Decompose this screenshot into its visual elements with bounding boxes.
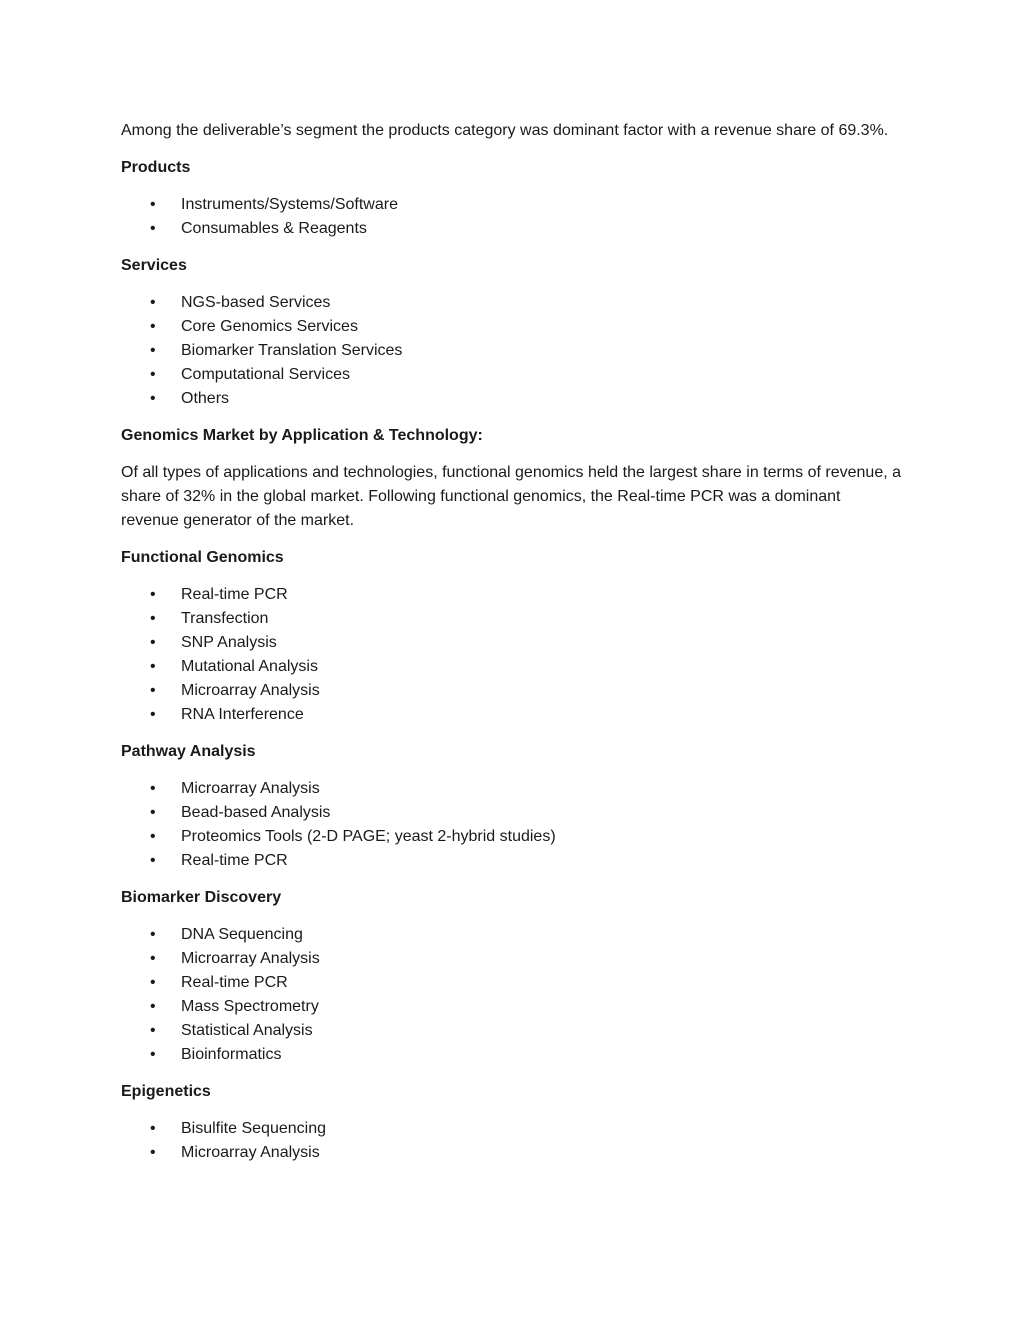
list-item: • Consumables & Reagents	[121, 217, 901, 241]
bullet-icon: •	[150, 828, 156, 845]
intro-paragraph: Among the deliverable’s segment the products category was dominant factor with a revenue share of 69.3%.	[121, 122, 889, 139]
list-item: • Microarray Analysis	[121, 1141, 901, 1165]
bullet-icon: •	[150, 852, 156, 869]
list-item: • Microarray Analysis	[121, 679, 901, 703]
bullet-icon: •	[150, 366, 156, 383]
bullet-icon: •	[150, 780, 156, 797]
list-item: • Core Genomics Services	[121, 315, 901, 339]
bullet-icon: •	[150, 610, 156, 627]
list-item: • Transfection	[121, 607, 901, 631]
bullet-icon: •	[150, 974, 156, 991]
list-item: • Bioinformatics	[121, 1043, 901, 1067]
products-list	[121, 193, 901, 241]
bullet-icon: •	[150, 658, 156, 675]
list-item: • Mass Spectrometry	[121, 995, 901, 1019]
application-paragraph: Of all types of applications and technologies, functional genomics held the largest share in terms of revenue, a share of 32% in the global market. Following functional genomics, the Real-time PCR was a dominant revenue generator of the market.	[121, 464, 902, 529]
bullet-icon: •	[150, 1144, 156, 1161]
list-item: • DNA Sequencing	[121, 923, 901, 947]
bullet-icon: •	[150, 706, 156, 723]
services-heading: Services	[121, 257, 187, 274]
list-item: • NGS-based Services	[121, 291, 901, 315]
pathway-analysis-list	[121, 777, 901, 873]
list-item: • Real-time PCR	[121, 849, 901, 873]
bullet-icon: •	[150, 950, 156, 967]
bullet-icon: •	[150, 1120, 156, 1137]
application-heading: Genomics Market by Application & Technology:	[121, 427, 483, 444]
bullet-icon: •	[150, 1046, 156, 1063]
bullet-icon: •	[150, 196, 156, 213]
list-item: • Proteomics Tools (2-D PAGE; yeast 2-hybrid studies)	[121, 825, 901, 849]
functional-genomics-list	[121, 583, 901, 727]
bullet-icon: •	[150, 390, 156, 407]
list-item: • SNP Analysis	[121, 631, 901, 655]
biomarker-discovery-list	[121, 923, 901, 1067]
list-item: • Mutational Analysis	[121, 655, 901, 679]
bullet-icon: •	[150, 586, 156, 603]
bullet-icon: •	[150, 1022, 156, 1039]
list-item: • Real-time PCR	[121, 583, 901, 607]
list-item: • Microarray Analysis	[121, 777, 901, 801]
products-heading: Products	[121, 159, 191, 176]
epigenetics-heading: Epigenetics	[121, 1083, 211, 1100]
bullet-icon: •	[150, 634, 156, 651]
list-item: • Bisulfite Sequencing	[121, 1117, 901, 1141]
list-item: • Real-time PCR	[121, 971, 901, 995]
bullet-icon: •	[150, 926, 156, 943]
document-page	[121, 119, 901, 1178]
list-item: • Computational Services	[121, 363, 901, 387]
epigenetics-list	[121, 1117, 901, 1165]
services-list	[121, 291, 901, 411]
biomarker-discovery-heading: Biomarker Discovery	[121, 889, 282, 906]
list-item: • Microarray Analysis	[121, 947, 901, 971]
bullet-icon: •	[150, 998, 156, 1015]
list-item: • Bead-based Analysis	[121, 801, 901, 825]
list-item: • Others	[121, 387, 901, 411]
list-item: • RNA Interference	[121, 703, 901, 727]
bullet-icon: •	[150, 318, 156, 335]
pathway-analysis-heading: Pathway Analysis	[121, 743, 256, 760]
functional-genomics-heading: Functional Genomics	[121, 549, 284, 566]
bullet-icon: •	[150, 294, 156, 311]
list-item: • Statistical Analysis	[121, 1019, 901, 1043]
bullet-icon: •	[150, 342, 156, 359]
bullet-icon: •	[150, 220, 156, 237]
bullet-icon: •	[150, 682, 156, 699]
list-item: • Biomarker Translation Services	[121, 339, 901, 363]
bullet-icon: •	[150, 804, 156, 821]
list-item: • Instruments/Systems/Software	[121, 193, 901, 217]
